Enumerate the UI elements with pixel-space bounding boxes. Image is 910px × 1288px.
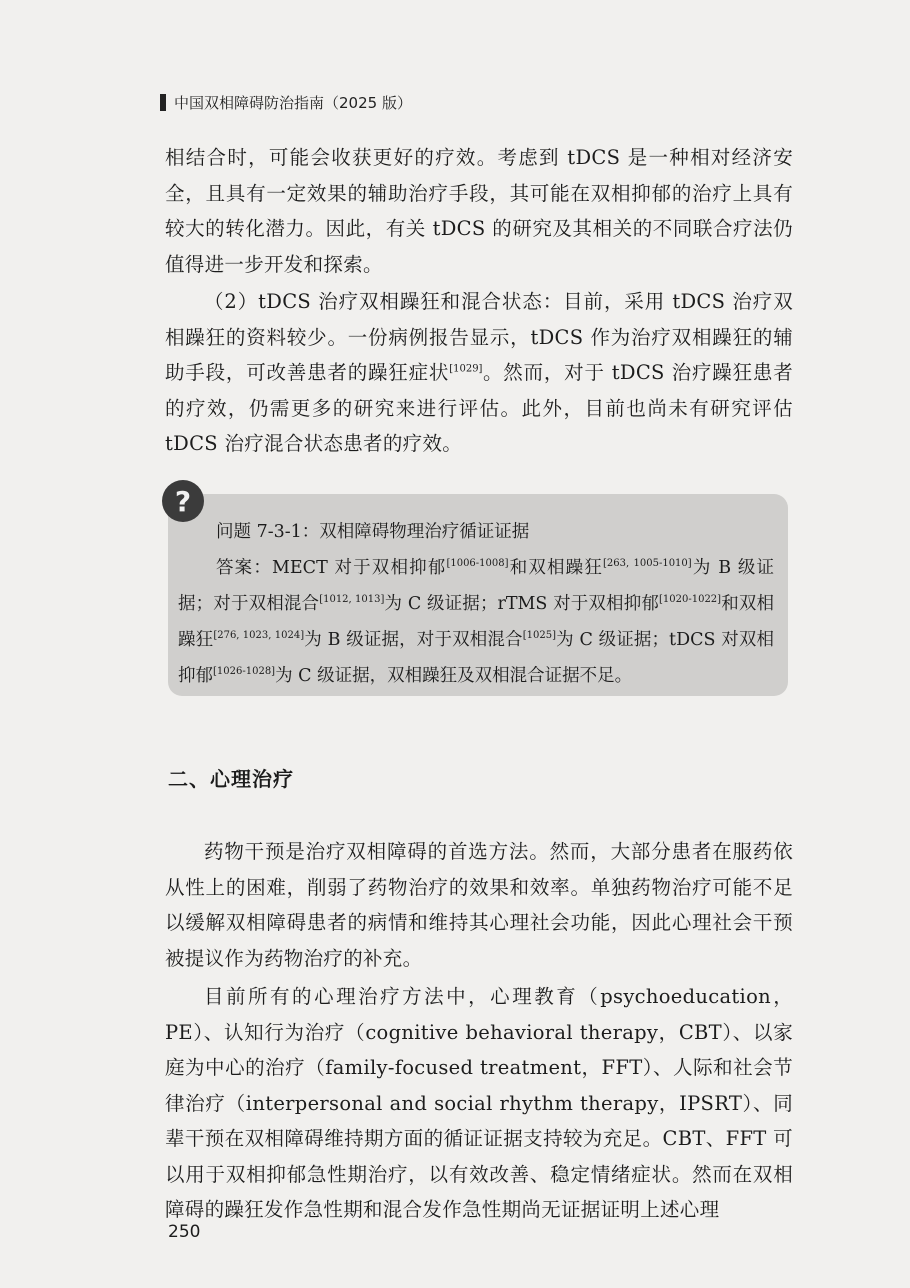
answer-text: 为 C 级证据；tDCS 对双相抑郁	[178, 630, 774, 686]
top-text-block	[165, 140, 793, 462]
paragraph-tdcs-continuation: 相结合时，可能会收获更好的疗效。考虑到 tDCS 是一种相对经济安全，且具有一定效果的辅助治疗手段，其可能在双相抑郁的治疗上具有较大的转化潜力。因此，有关 tDCS 的研究及其相关的不同联合疗法仍值得进一步开发和探索。	[165, 146, 793, 276]
answer-text: 为 C 级证据，双相躁狂及双相混合证据不足。	[275, 666, 633, 686]
callout-text	[178, 514, 774, 694]
answer-text: 和双相躁狂	[508, 558, 603, 578]
paragraph-text: 。然而，对于 tDCS 治疗躁狂患者的疗效，仍需更多的研究来进行评估。此外，目前也尚未有研究评估 tDCS 治疗混合状态患者的疗效。	[165, 361, 794, 455]
citation-ref: [1029]	[449, 363, 483, 375]
paragraph-tdcs-mania	[165, 284, 793, 462]
header-bar-mark	[160, 94, 166, 111]
callout-answer	[178, 550, 774, 694]
question-icon: ?	[162, 480, 204, 522]
citation-ref: [276, 1023, 1024]	[213, 630, 305, 642]
page-number: 250	[168, 1222, 201, 1242]
citation-ref: [1026-1028]	[213, 666, 276, 678]
answer-text: 答案：MECT 对于双相抑郁	[216, 558, 447, 578]
citation-ref: [1025]	[522, 630, 556, 642]
running-title: 中国双相障碍防治指南（2025 版）	[174, 94, 412, 112]
paragraph-text: （2）tDCS 治疗双相躁狂和混合状态：目前，采用 tDCS 治疗双相躁狂的资料较少。一份病例报告显示，tDCS 作为治疗双相躁狂的辅助手段，可改善患者的躁狂症状	[165, 290, 793, 384]
citation-ref: [1006-1008]	[446, 558, 509, 570]
answer-text: 为 B 级证据；对于双相混合	[178, 558, 774, 614]
paragraph-psychotherapy: 目前所有的心理治疗方法中，心理教育（psychoeducation，PE）、认知行为治疗（cognitive behavioral therapy，CBT）、以家庭为中心的治疗（family-focused treatment，FFT）、人际和社会节律治疗（interpersonal and social rhythm therapy，IPSRT）、同辈干预在双相障碍维持期方面的循证证据支持较为充足。CBT、FFT 可以用于双相抑郁急性期治疗，以有效改善、稳定情绪症状。然而在双相障碍的躁狂发作急性期和混合发作急性期尚无证据证明上述心理	[165, 985, 793, 1221]
citation-ref: [1020-1022]	[658, 594, 722, 606]
citation-ref: [1012, 1013]	[319, 594, 385, 606]
section-text-block	[165, 834, 793, 1228]
callout-question: 问题 7-3-1：双相障碍物理治疗循证证据	[216, 522, 530, 542]
citation-ref: [263, 1005-1010]	[603, 558, 692, 570]
paragraph-medication: 药物干预是治疗双相障碍的首选方法。然而，大部分患者在服药依从性上的困难，削弱了药物治疗的效果和效率。单独药物治疗可能不足以缓解双相障碍患者的病情和维持其心理社会功能，因此心理社会干预被提议作为药物治疗的补充。	[165, 840, 793, 970]
running-head	[160, 92, 412, 113]
section-heading: 二、心理治疗	[168, 767, 294, 791]
answer-text: 为 B 级证据，对于双相混合	[304, 630, 523, 650]
answer-text: 为 C 级证据；rTMS 对于双相抑郁	[384, 594, 659, 614]
answer-text: 和双相躁狂	[178, 594, 775, 650]
